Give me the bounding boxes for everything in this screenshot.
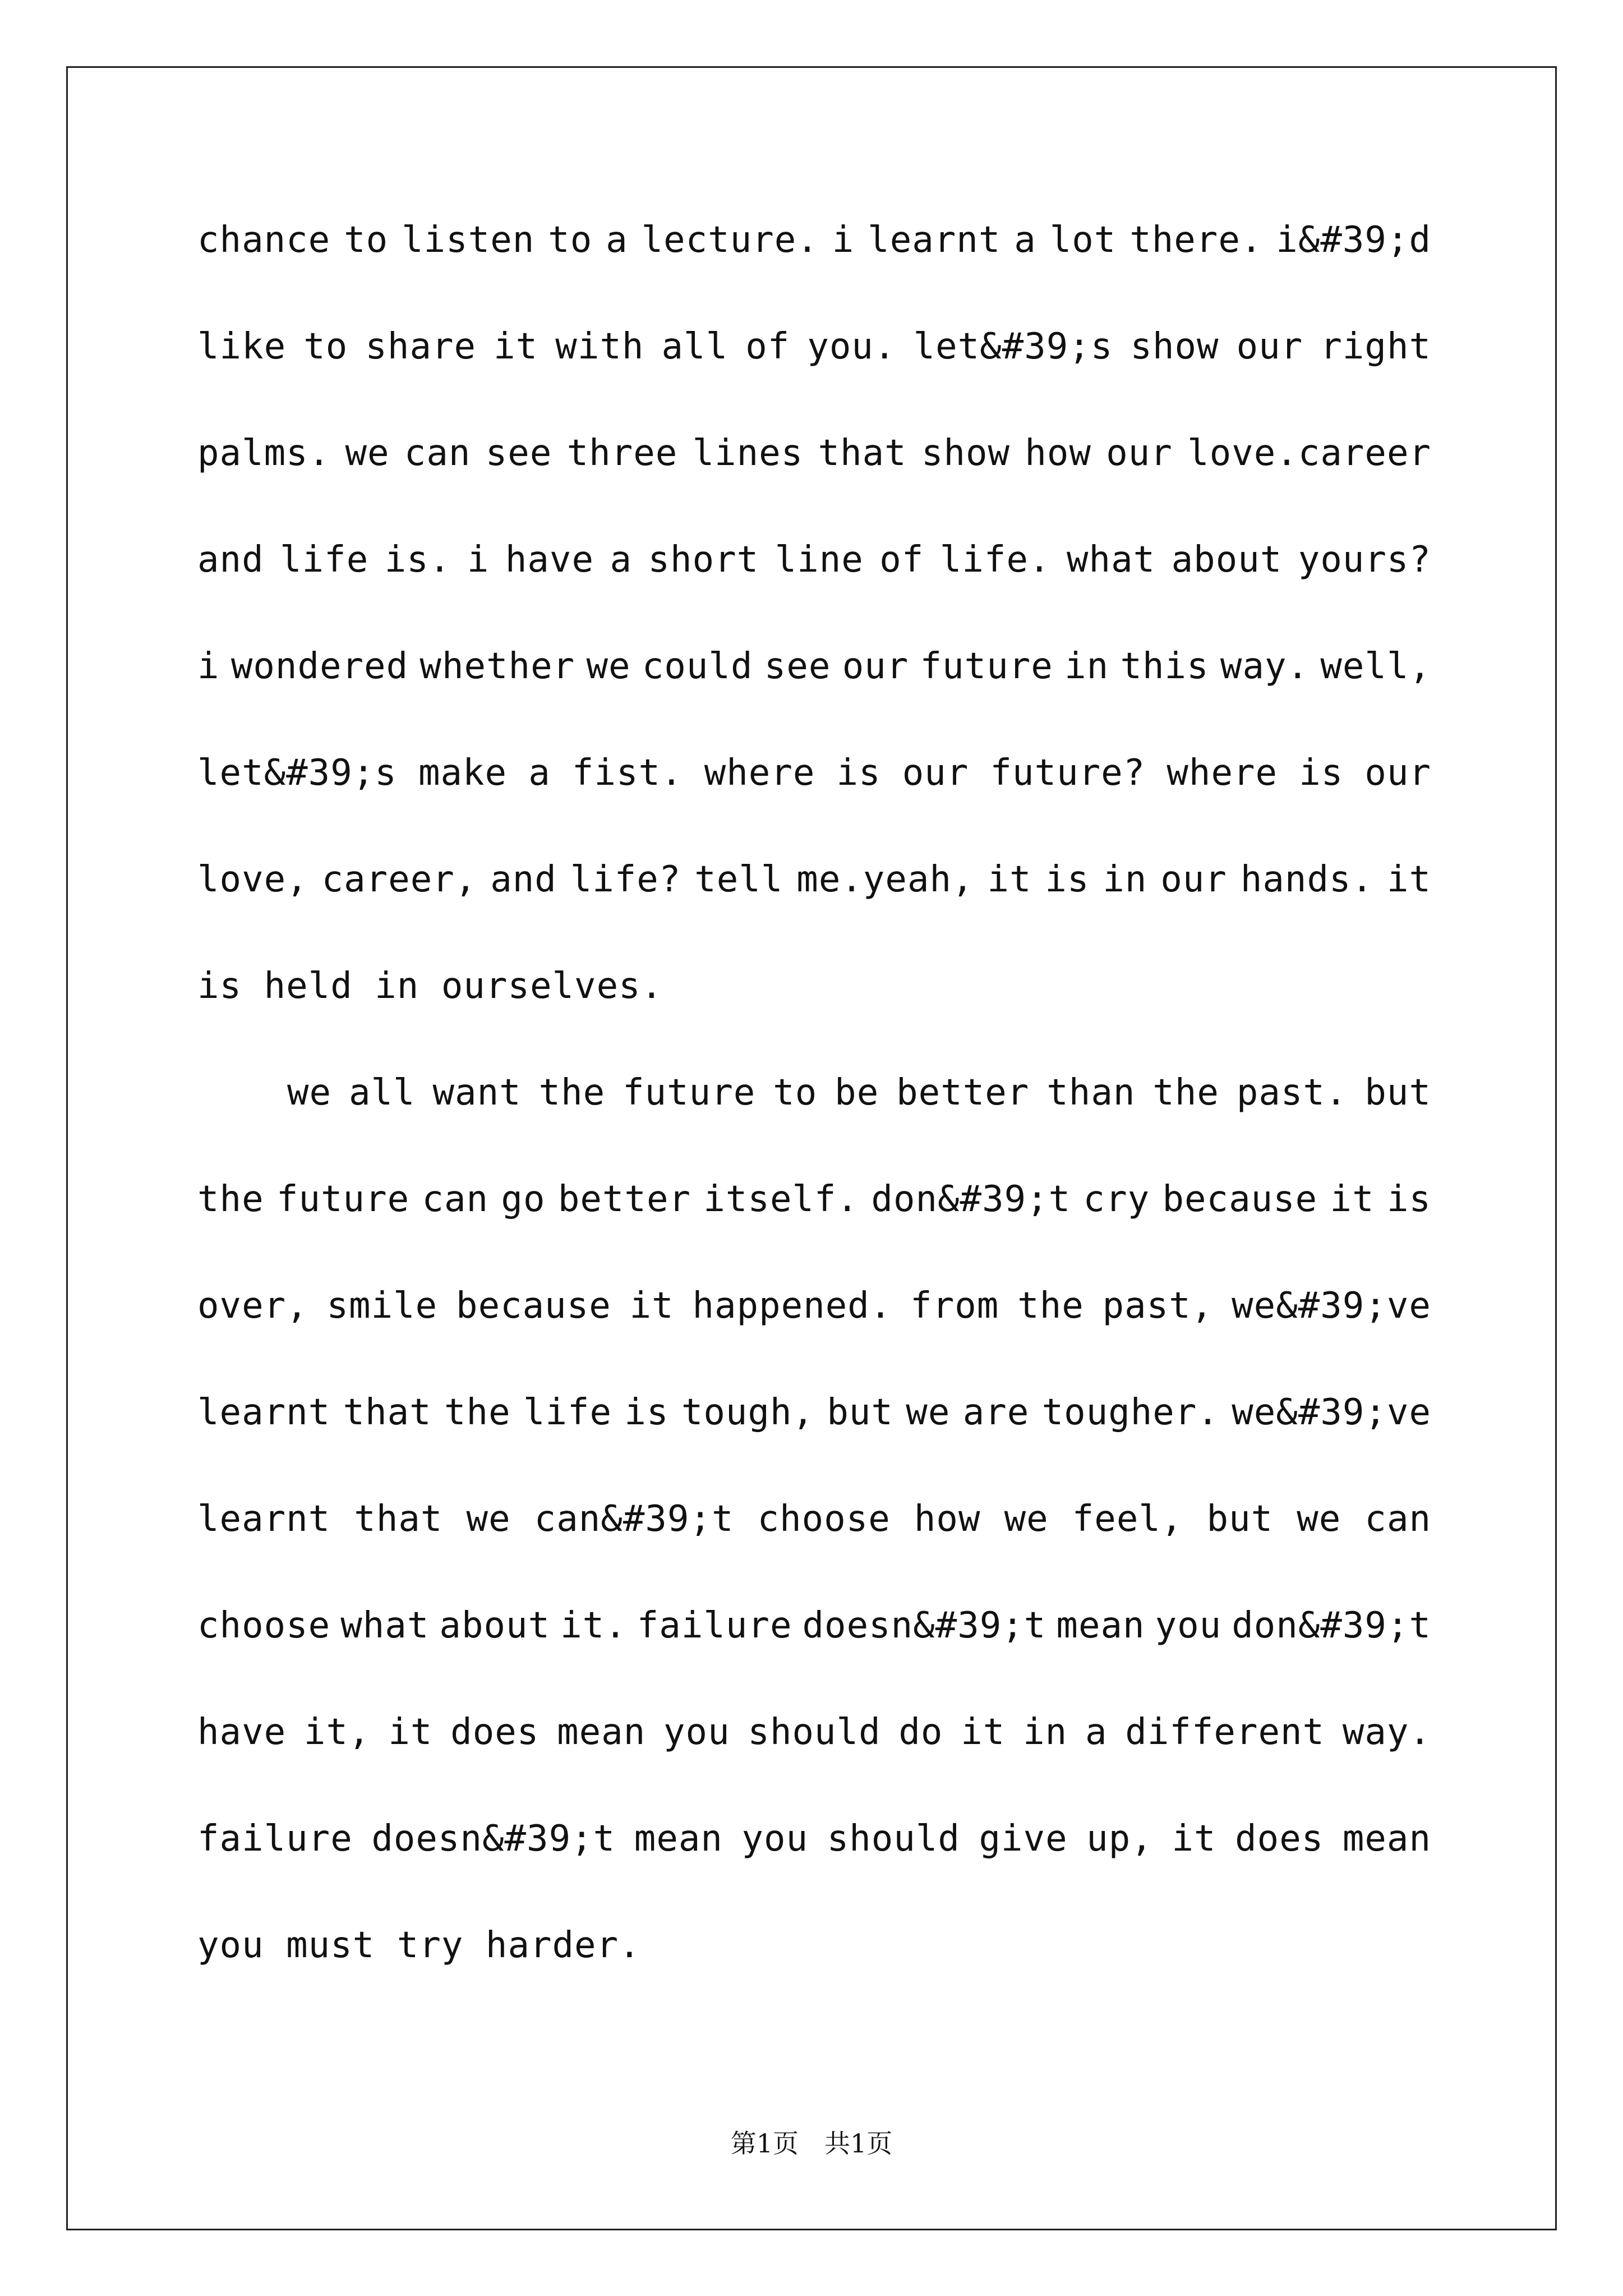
- document-body: [197, 215, 1431, 2027]
- text-line: is held in ourselves.: [197, 965, 663, 1007]
- text-line: learnt that we can&#39;t choose how we feel, but we can: [197, 1498, 1431, 1540]
- text-line: have it, it does mean you should do it in a different way.: [197, 1711, 1431, 1753]
- text-line: over, smile because it happened. from the past, we&#39;ve: [197, 1285, 1431, 1327]
- text-line: learnt that the life is tough, but we are tougher. we&#39;ve: [197, 1392, 1431, 1433]
- text-line: like to share it with all of you. let&#39;s show our right: [197, 326, 1431, 367]
- text-line: palms. we can see three lines that show how our love.career: [197, 432, 1431, 474]
- text-line: choose what about it. failure doesn&#39;t mean you don&#39;t: [197, 1605, 1431, 1646]
- text-line: let&#39;s make a fist. where is our future? where is our: [197, 752, 1431, 794]
- text-line: i wondered whether we could see our future in this way. well,: [197, 646, 1431, 687]
- text-line: love, career, and life? tell me.yeah, it is in our hands. it: [197, 859, 1431, 900]
- text-line: we all want the future to be better than the past. but: [287, 1072, 1431, 1114]
- text-line: and life is. i have a short line of life. what about yours?: [197, 539, 1431, 581]
- page-footer: 第1页 共1页: [730, 2128, 893, 2159]
- text-line: failure doesn&#39;t mean you should give up, it does mean: [197, 1818, 1431, 1860]
- text-line: you must try harder.: [197, 1925, 641, 1966]
- text-line: the future can go better itself. don&#39;t cry because it is: [197, 1179, 1431, 1220]
- text-line: chance to listen to a lecture. i learnt a lot there. i&#39;d: [197, 219, 1431, 261]
